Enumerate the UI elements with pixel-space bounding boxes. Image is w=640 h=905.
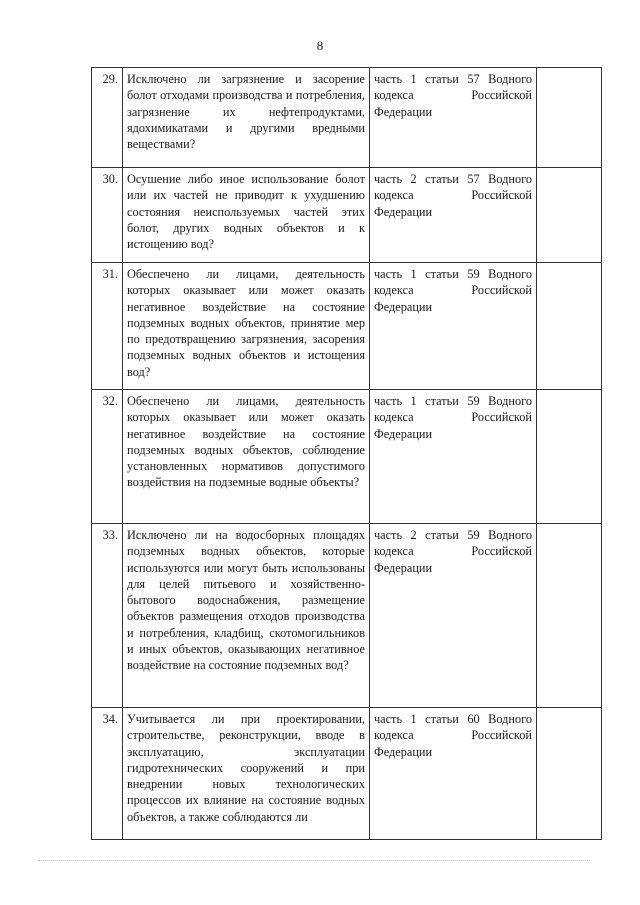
row-number: 32. bbox=[92, 390, 123, 524]
row-number: 31. bbox=[92, 263, 123, 390]
answer-cell bbox=[537, 68, 602, 168]
row-number: 34. bbox=[92, 708, 123, 840]
checklist-table-body bbox=[92, 68, 602, 840]
checklist-row bbox=[92, 68, 602, 168]
requirement-question: Осушение либо иное использование болот или их частей не приводит к ухудшению состояния неиспользуемых частей этих болот, других водных объектов и к истощению вод? bbox=[123, 168, 370, 263]
answer-cell bbox=[537, 390, 602, 524]
answer-cell bbox=[537, 524, 602, 708]
page-bottom-scan-line bbox=[38, 860, 590, 861]
answer-cell bbox=[537, 263, 602, 390]
requirement-question: Исключено ли на водосборных площадях подземных водных объектов, которые используются или могут быть использованы для целей питьевого и хозяйственно-бытового водоснабжения, размещение объектов размещения отходов производства и потребления, кладбищ, скотомогильников и иных объектов, оказывающих негативное воздействие на состояние подземных вод? bbox=[123, 524, 370, 708]
answer-cell bbox=[537, 168, 602, 263]
page-number: 8 bbox=[316, 38, 324, 53]
row-number: 29. bbox=[92, 68, 123, 168]
legal-reference: часть 1 статьи 59 Водного кодекса Российской Федерации bbox=[370, 390, 537, 524]
legal-reference: часть 1 статьи 59 Водного кодекса Российской Федерации bbox=[370, 263, 537, 390]
checklist-table bbox=[91, 67, 602, 840]
checklist-row bbox=[92, 524, 602, 708]
requirement-question: Обеспечено ли лицами, деятельность которых оказывает или может оказать негативное воздействие на состояние подземных водных объектов, соблюдение установленных нормативов допустимого воздействия на подземные водные объекты? bbox=[123, 390, 370, 524]
legal-reference: часть 2 статьи 57 Водного кодекса Российской Федерации bbox=[370, 168, 537, 263]
legal-reference: часть 1 статьи 60 Водного кодекса Российской Федерации bbox=[370, 708, 537, 840]
requirement-question: Учитывается ли при проектировании, строительстве, реконструкции, вводе в эксплуатацию, эксплуатации гидротехнических сооружений и при внедрении новых технологических процессов их влияние на состояние водных объектов, а также соблюдаются ли bbox=[123, 708, 370, 840]
answer-cell bbox=[537, 708, 602, 840]
legal-reference: часть 1 статьи 57 Водного кодекса Российской Федерации bbox=[370, 68, 537, 168]
checklist-row bbox=[92, 708, 602, 840]
checklist-row bbox=[92, 168, 602, 263]
legal-reference: часть 2 статьи 59 Водного кодекса Российской Федерации bbox=[370, 524, 537, 708]
requirement-question: Исключено ли загрязнение и засорение болот отходами производства и потребления, загрязнение их нефтепродуктами, ядохимикатами и другими вредными веществами? bbox=[123, 68, 370, 168]
checklist-row bbox=[92, 263, 602, 390]
requirement-question: Обеспечено ли лицами, деятельность которых оказывает или может оказать негативное воздействие на состояние подземных водных объектов, принятие мер по предотвращению загрязнения, засорения подземных водных объектов и истощения вод? bbox=[123, 263, 370, 390]
row-number: 33. bbox=[92, 524, 123, 708]
row-number: 30. bbox=[92, 168, 123, 263]
checklist-row bbox=[92, 390, 602, 524]
